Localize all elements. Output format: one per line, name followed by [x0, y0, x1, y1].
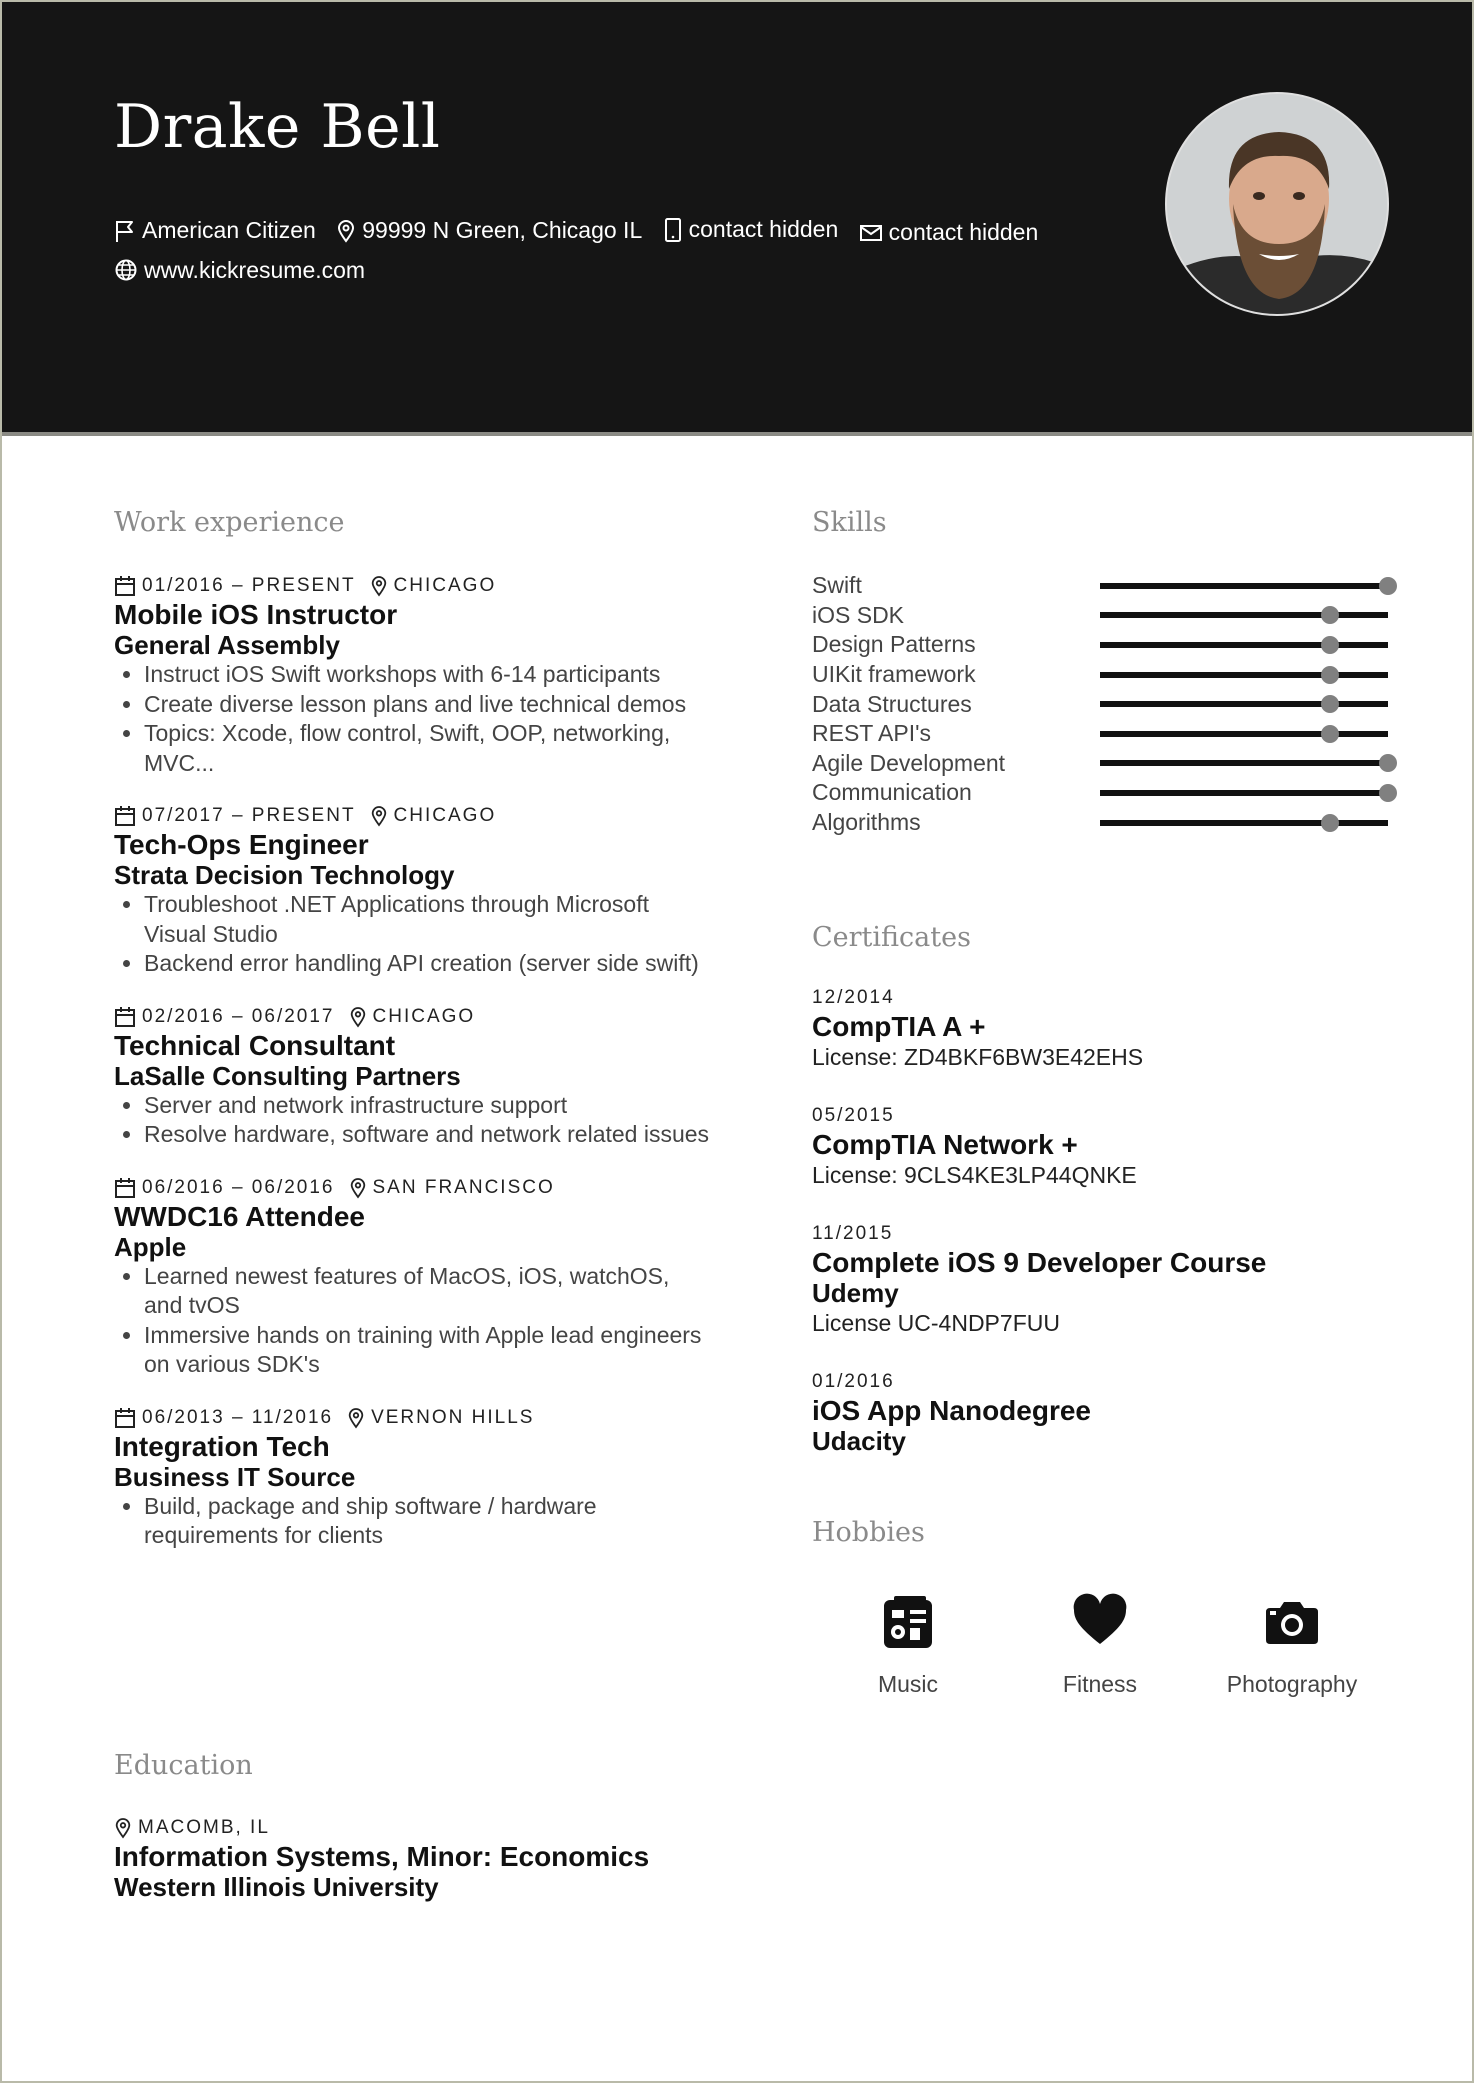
contact-email: [859, 215, 1039, 250]
skill-level-bar: [1100, 701, 1388, 707]
skill-level-bar: [1100, 612, 1388, 618]
job-company: Business IT Source: [114, 1461, 356, 1492]
education-location: MACOMB, IL: [138, 1817, 270, 1838]
citizenship-text: American Citizen: [142, 217, 316, 243]
certificate-license: License UC-4NDP7FUU: [812, 1310, 1060, 1336]
skill-level-dot: [1379, 784, 1397, 802]
skill-name: Swift: [812, 572, 862, 599]
job-bullet: • Build, package and ship software / hardware requirements for clients: [144, 1492, 714, 1551]
skill-name: Data Structures: [812, 690, 972, 717]
hobby-label: Music: [877, 1671, 939, 1697]
certificate-entry: [812, 984, 1412, 1072]
job-bullets: [114, 1492, 714, 1551]
job-location-wrap: [370, 805, 497, 827]
job-location: CHICAGO: [372, 1005, 476, 1027]
skill-level-dot: [1379, 754, 1397, 772]
job-bullet: • Create diverse lesson plans and live technical demos: [144, 690, 714, 720]
job-date: 06/2013 – 11/2016: [142, 1406, 334, 1428]
calendar-icon: [114, 1177, 136, 1199]
email-text: contact hidden: [888, 219, 1039, 245]
person-name: Drake Bell: [114, 92, 441, 162]
skill-row: [812, 571, 1392, 601]
skill-level-dot: [1379, 577, 1397, 595]
job-entry: [114, 572, 714, 778]
education-title: Education: [114, 1750, 253, 1781]
job-location-wrap: [349, 1006, 476, 1028]
hobby-label: Fitness: [1062, 1671, 1138, 1697]
skill-row: [812, 808, 1392, 838]
skill-level-dot: [1321, 725, 1339, 743]
certificate-name: Complete iOS 9 Developer Course: [812, 1247, 1267, 1278]
job-meta: [114, 1003, 714, 1031]
job-bullet: • Troubleshoot .NET Applications through Microsoft Visual Studio: [144, 890, 714, 949]
work-experience-title: Work experience: [114, 507, 345, 538]
header: [2, 2, 1472, 436]
certificate-license: License: ZD4BKF6BW3E42EHS: [812, 1044, 1144, 1070]
contact-citizenship: [114, 213, 316, 248]
certificate-entry: [812, 1368, 1412, 1456]
job-bullet: • Server and network infrastructure support: [144, 1091, 714, 1121]
calendar-icon: [114, 1407, 136, 1429]
job-entry: [114, 1404, 714, 1551]
calendar-icon: [114, 575, 136, 597]
hobby-music: [812, 1592, 1004, 1698]
job-bullets: [114, 890, 714, 979]
skill-level-dot: [1321, 606, 1339, 624]
certificate-name: CompTIA Network +: [812, 1129, 1078, 1160]
job-bullets: [114, 1262, 714, 1380]
skill-level-bar: [1100, 790, 1388, 796]
job-date: 07/2017 – PRESENT: [142, 805, 356, 826]
job-title: Technical Consultant: [114, 1029, 396, 1061]
skills-list: [812, 571, 1392, 837]
skill-name: Design Patterns: [812, 631, 976, 658]
skill-level-bar: [1100, 731, 1388, 737]
certificate-license: License: 9CLS4KE3LP44QNKE: [812, 1162, 1137, 1188]
skill-level-dot: [1321, 666, 1339, 684]
job-title: Mobile iOS Instructor: [114, 599, 398, 630]
hobby-photography: [1196, 1592, 1388, 1698]
job-date: 02/2016 – 06/2017: [142, 1005, 335, 1027]
job-location-wrap: [347, 1407, 534, 1429]
location-pin-icon: [336, 219, 356, 243]
skill-row: [812, 719, 1392, 749]
address-text: 99999 N Green, Chicago IL: [362, 217, 643, 243]
music-icon: [878, 1592, 938, 1652]
job-location: CHICAGO: [393, 575, 497, 596]
skill-row: [812, 601, 1392, 631]
work-experience-list: [114, 572, 714, 1575]
profile-photo: [1165, 92, 1389, 316]
job-entry: [114, 802, 714, 979]
job-bullets: [114, 1091, 714, 1150]
phone-text: contact hidden: [688, 216, 839, 242]
certificates-title: Certificates: [812, 922, 971, 953]
mail-icon: [859, 223, 883, 243]
job-date: 01/2016 – PRESENT: [142, 575, 356, 596]
skill-name: Algorithms: [812, 809, 921, 836]
skill-level-bar: [1100, 583, 1388, 589]
job-title: Tech-Ops Engineer: [114, 829, 369, 860]
skill-level-dot: [1321, 814, 1339, 832]
job-bullet: • Backend error handling API creation (server side swift): [144, 949, 714, 979]
calendar-icon: [114, 1006, 136, 1028]
job-title: WWDC16 Attendee: [114, 1200, 365, 1232]
skill-level-bar: [1100, 672, 1388, 678]
skill-level-dot: [1321, 695, 1339, 713]
calendar-icon: [114, 805, 136, 827]
job-company: General Assembly: [114, 630, 340, 660]
skills-title: Skills: [812, 507, 887, 538]
skill-row: [812, 660, 1392, 690]
job-meta: [114, 802, 714, 830]
job-title: Integration Tech: [114, 1430, 330, 1462]
job-bullet: • Instruct iOS Swift workshops with 6-14 participants: [144, 660, 714, 690]
contact-phone: [663, 212, 839, 247]
location-pin-icon: [370, 575, 388, 597]
job-meta: [114, 1404, 714, 1432]
certificate-date: 12/2014: [812, 987, 895, 1008]
skill-level-bar: [1100, 642, 1388, 648]
job-company: LaSalle Consulting Partners: [114, 1060, 461, 1091]
certificate-date: 05/2015: [812, 1105, 895, 1126]
job-date: 06/2016 – 06/2016: [142, 1176, 335, 1198]
certificate-date: 01/2016: [812, 1371, 895, 1392]
job-location: CHICAGO: [393, 805, 497, 826]
skill-level-bar: [1100, 820, 1388, 826]
phone-icon: [663, 217, 683, 243]
job-bullet: • Immersive hands on training with Apple lead engineers on various SDK's: [144, 1321, 714, 1380]
certificate-name: iOS App Nanodegree: [812, 1395, 1092, 1426]
skill-name: Communication: [812, 779, 972, 806]
education-school: Western Illinois University: [114, 1872, 439, 1902]
job-meta: [114, 1174, 714, 1202]
globe-icon: [114, 258, 138, 282]
education-meta: [114, 1814, 754, 1842]
certificate-entry: [812, 1220, 1412, 1338]
contact-info: [114, 212, 1114, 292]
job-bullets: [114, 660, 714, 778]
skill-row: [812, 778, 1392, 808]
skill-name: REST API's: [812, 720, 932, 747]
certificates-list: [812, 984, 1412, 1486]
location-pin-icon: [370, 805, 388, 827]
contact-website[interactable]: [114, 253, 365, 288]
job-bullet: • Resolve hardware, software and network related issues: [144, 1120, 714, 1150]
location-pin-icon: [349, 1006, 367, 1028]
skill-name: Agile Development: [812, 749, 1006, 776]
job-entry: [114, 1003, 714, 1150]
certificate-date: 11/2015: [812, 1223, 894, 1244]
website-text[interactable]: www.kickresume.com: [144, 256, 366, 283]
certificate-issuer: Udacity: [812, 1426, 906, 1456]
hobby-label: Photography: [1226, 1671, 1358, 1697]
location-pin-icon: [349, 1177, 367, 1199]
job-entry: [114, 1174, 714, 1380]
location-pin-icon: [347, 1407, 365, 1429]
job-location: VERNON HILLS: [371, 1406, 535, 1428]
flag-icon: [114, 219, 136, 243]
skill-name: iOS SDK: [812, 601, 905, 628]
job-company: Apple: [114, 1231, 187, 1262]
heart-icon: [1070, 1592, 1130, 1652]
hobbies-list: [812, 1592, 1392, 1698]
job-company: Strata Decision Technology: [114, 860, 455, 890]
contact-address: [336, 213, 642, 248]
skill-level-bar: [1100, 760, 1388, 766]
skill-row: [812, 749, 1392, 779]
education-degree: Information Systems, Minor: Economics: [114, 1841, 650, 1872]
job-bullet: • Learned newest features of MacOS, iOS, watchOS, and tvOS: [144, 1262, 714, 1321]
job-bullet: • Topics: Xcode, flow control, Swift, OOP, networking, MVC...: [144, 719, 714, 778]
job-location: SAN FRANCISCO: [372, 1176, 555, 1198]
job-meta: [114, 572, 714, 600]
certificate-entry: [812, 1102, 1412, 1190]
skill-name: UIKit framework: [812, 661, 976, 688]
camera-icon: [1262, 1592, 1322, 1652]
skill-level-dot: [1321, 636, 1339, 654]
job-location-wrap: [349, 1177, 555, 1199]
certificate-issuer: Udemy: [812, 1278, 899, 1308]
location-pin-icon: [114, 1817, 132, 1839]
education-entry: [114, 1814, 754, 1902]
certificate-name: CompTIA A +: [812, 1011, 986, 1042]
job-location-wrap: [370, 575, 497, 597]
hobby-fitness: [1004, 1592, 1196, 1698]
skill-row: [812, 689, 1392, 719]
hobbies-title: Hobbies: [812, 1517, 925, 1548]
skill-row: [812, 630, 1392, 660]
